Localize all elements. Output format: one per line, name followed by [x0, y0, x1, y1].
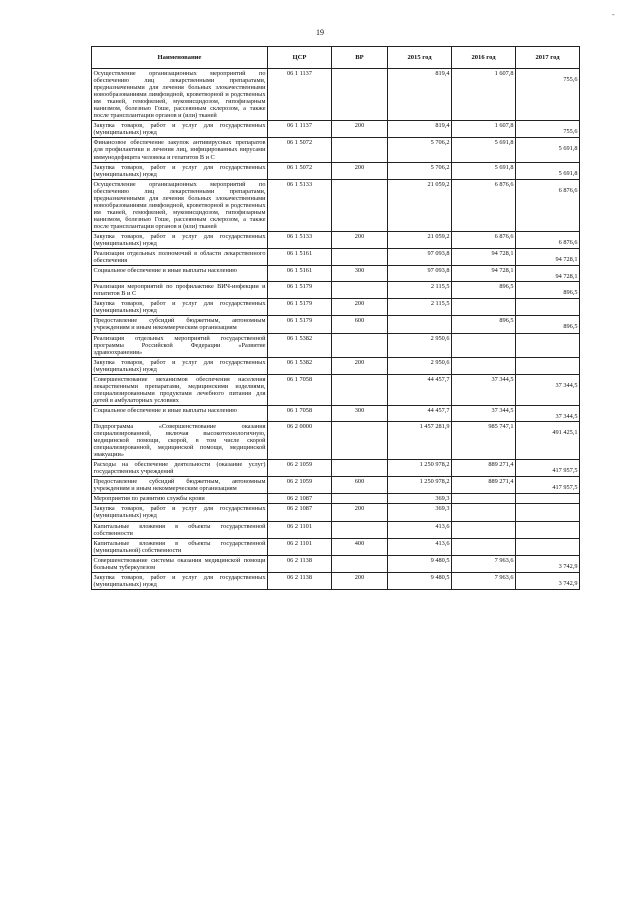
row-2015-value: 97 093,8	[427, 267, 450, 275]
row-2015	[388, 521, 452, 538]
row-2017	[516, 460, 580, 477]
table-row	[92, 121, 580, 138]
row-vr	[332, 374, 388, 405]
row-2016-value: 94 728,1	[491, 250, 514, 258]
row-name: Закупка товаров, работ и услуг для государственных (муниципальных) нужд	[93, 163, 266, 178]
row-2017	[516, 374, 580, 405]
row-csr: 06 2 1087	[268, 494, 332, 504]
row-2017-value: 5 691,8	[558, 169, 578, 177]
row-2015	[388, 121, 452, 138]
row-csr: 06 2 1138	[268, 555, 332, 572]
row-vr: 200	[332, 121, 388, 138]
row-2015-value: 21 059,2	[427, 232, 450, 240]
row-2016-value: 896,5	[499, 283, 514, 291]
row-name: Социальное обеспечение и иные выплаты населению	[92, 266, 268, 282]
row-vr	[332, 494, 388, 504]
row-2015-value: 5 706,2	[430, 139, 450, 147]
row-2016	[452, 138, 516, 162]
table-row	[92, 282, 580, 299]
header-2017: 2017 год	[516, 47, 580, 69]
row-csr: 06 1 5382	[268, 333, 332, 357]
row-name: Предоставление субсидий бюджетным, автономным учреждениям и иным некоммерческим организациям	[93, 317, 266, 332]
table-row	[92, 231, 580, 248]
row-csr: 06 2 1059	[268, 477, 332, 494]
page-number: 19	[316, 28, 324, 37]
row-2016	[452, 266, 516, 282]
row-2016	[452, 69, 516, 121]
row-2015	[388, 299, 452, 316]
row-2017-value: 37 344,5	[555, 412, 578, 420]
row-csr: 06 2 1138	[268, 572, 332, 589]
row-2017-value: 896,5	[563, 289, 578, 297]
table-row	[92, 299, 580, 316]
row-2017-value: 755,6	[563, 128, 578, 136]
row-csr: 06 2 1101	[268, 538, 332, 555]
table-header-row	[92, 47, 580, 69]
row-2015	[388, 333, 452, 357]
row-2017	[516, 138, 580, 162]
row-csr: 06 1 1137	[268, 69, 332, 121]
row-name: Реализация мероприятий по профилактике ВИЧ-инфекции и гепатитов В и С	[93, 283, 266, 298]
row-2016-value: 6 876,6	[494, 232, 514, 240]
row-name: Социальное обеспечение и иные выплаты населению	[92, 405, 268, 421]
row-csr: 06 1 5161	[268, 266, 332, 282]
row-2016-value: 5 691,8	[494, 139, 514, 147]
row-name: Предоставление субсидий бюджетным, автономным учреждениям и иным некоммерческим организациям	[93, 478, 266, 493]
row-2017	[516, 316, 580, 333]
row-csr: 06 1 5072	[268, 162, 332, 179]
row-csr: 06 1 5072	[268, 138, 332, 162]
row-2016-value: 889 271,4	[488, 461, 514, 469]
row-2015-value: 2 115,5	[430, 300, 450, 308]
row-vr: 200	[332, 231, 388, 248]
row-vr	[332, 333, 388, 357]
row-2016-value: 37 344,5	[491, 375, 514, 383]
row-name: Подпрограмма «Совершенствование оказания специализированной, включая высокотехнологичную, медицинской помощи, скорой, в том числе скорой специализированной, медицинской помощи, медицинской эвакуации»	[93, 422, 266, 459]
row-name: Реализация отдельных мероприятий государственной программы Российской Федерации «Развитие здравоохранения»	[93, 334, 266, 356]
row-2016-value: 6 876,6	[494, 180, 514, 188]
row-name: Реализация отдельных полномочий в области лекарственного обеспечения	[93, 250, 266, 265]
header-vr: ВР	[332, 47, 388, 69]
row-2017-value: 896,5	[563, 323, 578, 331]
row-2015	[388, 538, 452, 555]
row-vr: 400	[332, 538, 388, 555]
row-name: Закупка товаров, работ и услуг для государственных (муниципальных) нужд	[93, 122, 266, 137]
row-vr	[332, 521, 388, 538]
corner-mark: -	[612, 10, 615, 19]
row-2016	[452, 357, 516, 374]
row-2015-value: 5 706,2	[430, 163, 450, 171]
header-name: Наименование	[92, 47, 268, 69]
header-2015: 2015 год	[388, 47, 452, 69]
table-row	[92, 162, 580, 179]
row-vr	[332, 179, 388, 231]
row-2017-value: 5 691,8	[558, 145, 578, 153]
row-2015	[388, 357, 452, 374]
row-2017	[516, 231, 580, 248]
row-vr: 200	[332, 357, 388, 374]
row-vr: 300	[332, 266, 388, 282]
row-2017	[516, 282, 580, 299]
row-csr: 06 2 0000	[268, 421, 332, 459]
budget-table	[91, 46, 580, 590]
table-row	[92, 460, 580, 477]
table-row	[92, 374, 580, 405]
row-name: Закупка товаров, работ и услуг для государственных (муниципальных) нужд	[93, 573, 266, 588]
row-csr: 06 1 5179	[268, 299, 332, 316]
row-vr: 200	[332, 299, 388, 316]
row-2015-value: 9 480,5	[430, 573, 450, 581]
table-row	[92, 249, 580, 266]
row-2015	[388, 231, 452, 248]
row-2015	[388, 405, 452, 421]
table-body	[92, 69, 580, 590]
row-2015	[388, 249, 452, 266]
table-row	[92, 266, 580, 282]
row-2015-value: 369,3	[435, 505, 450, 513]
table-row	[92, 521, 580, 538]
row-2016	[452, 249, 516, 266]
row-vr	[332, 138, 388, 162]
row-2015	[388, 504, 452, 521]
row-2016-value: 7 963,6	[494, 556, 514, 564]
row-2016	[452, 504, 516, 521]
row-2015	[388, 138, 452, 162]
header-2016: 2016 год	[452, 47, 516, 69]
row-2015-value: 413,6	[435, 539, 450, 547]
row-csr: 06 1 7058	[268, 405, 332, 421]
row-csr: 06 1 5179	[268, 282, 332, 299]
row-2016	[452, 316, 516, 333]
table-row	[92, 138, 580, 162]
table-row	[92, 179, 580, 231]
row-2017	[516, 538, 580, 555]
row-vr: 600	[332, 477, 388, 494]
row-name: Закупка товаров, работ и услуг для государственных (муниципальных) нужд	[93, 232, 266, 248]
row-2015-value: 819,4	[435, 122, 450, 130]
row-2017-value: 3 742,9	[558, 562, 578, 570]
row-2017-value: 6 876,6	[558, 238, 578, 246]
row-csr: 06 1 5133	[268, 179, 332, 231]
row-2015-value: 9 480,5	[430, 556, 450, 564]
row-2017	[516, 69, 580, 121]
row-2015-value: 369,3	[435, 495, 450, 503]
row-name: Закупка товаров, работ и услуг для государственных (муниципальных) нужд	[93, 300, 266, 315]
row-2015-value: 819,4	[435, 70, 450, 77]
row-2015-value: 2 115,5	[430, 283, 450, 291]
row-2015-value: 1 250 978,2	[419, 461, 450, 469]
row-2015-value: 2 950,6	[430, 334, 450, 342]
table-row	[92, 69, 580, 121]
row-2015-value: 2 950,6	[430, 358, 450, 366]
table-row	[92, 504, 580, 521]
header-csr: ЦСР	[268, 47, 332, 69]
row-2016	[452, 494, 516, 504]
row-name: Закупка товаров, работ и услуг для государственных (муниципальных) нужд	[93, 505, 266, 520]
row-name: Финансовое обеспечение закупок антивирусных препаратов для профилактики и лечения лиц, инфицированных вирусами иммунодефицита человека и гепатитов В и С	[93, 139, 266, 161]
row-2017	[516, 477, 580, 494]
row-2016	[452, 299, 516, 316]
table-row	[92, 421, 580, 459]
row-2017	[516, 494, 580, 504]
row-2016-value: 37 344,5	[491, 406, 514, 414]
row-2016	[452, 374, 516, 405]
row-vr	[332, 460, 388, 477]
row-2017	[516, 421, 580, 459]
row-2016-value: 7 963,6	[494, 573, 514, 581]
row-2016-value: 896,5	[499, 317, 514, 325]
row-2017	[516, 266, 580, 282]
row-name: Закупка товаров, работ и услуг для государственных (муниципальных) нужд	[93, 358, 266, 373]
row-2017	[516, 179, 580, 231]
row-csr: 06 1 5133	[268, 231, 332, 248]
row-2015	[388, 477, 452, 494]
row-2016	[452, 521, 516, 538]
row-2016	[452, 179, 516, 231]
row-name: Совершенствование системы оказания медицинской помощи больным туберкулезом	[93, 556, 266, 571]
row-2016	[452, 121, 516, 138]
row-2017-value: 37 344,5	[555, 381, 578, 389]
row-2015	[388, 316, 452, 333]
row-vr	[332, 69, 388, 121]
row-csr: 06 1 7058	[268, 374, 332, 405]
row-csr: 06 1 5161	[268, 249, 332, 266]
table-row	[92, 538, 580, 555]
row-2015-value: 44 457,7	[427, 375, 450, 383]
row-vr: 200	[332, 504, 388, 521]
row-2015-value: 44 457,7	[427, 406, 450, 414]
row-csr: 06 1 1137	[268, 121, 332, 138]
table-row	[92, 333, 580, 357]
row-2016	[452, 421, 516, 459]
row-2016	[452, 282, 516, 299]
row-2015	[388, 179, 452, 231]
row-2017-value: 417 957,5	[552, 484, 578, 492]
row-2017	[516, 357, 580, 374]
row-2017-value: 3 742,9	[558, 579, 578, 587]
row-2017	[516, 405, 580, 421]
row-2015	[388, 460, 452, 477]
table-row	[92, 405, 580, 421]
row-2017	[516, 504, 580, 521]
row-2017	[516, 249, 580, 266]
row-2017	[516, 121, 580, 138]
row-2015	[388, 69, 452, 121]
row-name: Капитальные вложения в объекты государственной (муниципальной) собственности	[93, 539, 266, 554]
row-2016	[452, 162, 516, 179]
row-vr	[332, 421, 388, 459]
row-csr: 06 1 5179	[268, 316, 332, 333]
row-2015-value: 1 250 978,2	[419, 478, 450, 486]
table-row	[92, 494, 580, 504]
row-2016	[452, 538, 516, 555]
table-row	[92, 572, 580, 589]
row-csr: 06 2 1087	[268, 504, 332, 521]
row-2015	[388, 162, 452, 179]
row-name: Осуществление организационных мероприятий по обеспечению лиц лекарственными препаратами, предназначенными для лечения больных злокачественными новообразованиями лимфоидной, кроветворной и родственных им тканей, гемофилией, муковисцидозом, гипофизарным нанизмом, болезнью Гоше, рассеянным склерозом, а также после трансплантации органов и (или) тканей	[93, 70, 266, 120]
row-2016	[452, 405, 516, 421]
row-2017	[516, 299, 580, 316]
row-2015	[388, 572, 452, 589]
row-name: Расходы на обеспечение деятельности (оказание услуг) государственных учреждений	[93, 461, 266, 476]
table-row	[92, 357, 580, 374]
row-vr	[332, 555, 388, 572]
row-csr: 06 2 1101	[268, 521, 332, 538]
row-2015	[388, 421, 452, 459]
row-2015-value: 21 059,2	[427, 180, 450, 188]
row-2016-value: 5 691,8	[494, 163, 514, 171]
row-2017	[516, 521, 580, 538]
row-2016	[452, 572, 516, 589]
row-2015	[388, 374, 452, 405]
row-vr: 200	[332, 162, 388, 179]
row-2015-value: 413,6	[435, 522, 450, 530]
row-2017-value: 94 728,1	[555, 273, 578, 281]
row-2017	[516, 555, 580, 572]
row-2016-value: 94 728,1	[491, 267, 514, 275]
row-2017-value: 491 425,1	[552, 428, 578, 436]
row-name: Капитальные вложения в объекты государственной собственности	[93, 522, 266, 537]
row-2017	[516, 572, 580, 589]
row-vr	[332, 249, 388, 266]
row-name: Совершенствование механизмов обеспечения населения лекарственными препаратами, медицинскими изделиями, специализированными продуктами лечебного питания для детей в амбулаторных условиях	[93, 375, 266, 404]
row-2017-value: 417 957,5	[552, 467, 578, 475]
table-row	[92, 316, 580, 333]
table-row	[92, 555, 580, 572]
row-2016	[452, 231, 516, 248]
row-vr	[332, 282, 388, 299]
table-row	[92, 477, 580, 494]
row-2016-value: 985 747,1	[488, 422, 514, 430]
row-2015-value: 97 093,8	[427, 250, 450, 258]
row-vr: 300	[332, 405, 388, 421]
row-2017-value: 6 876,6	[558, 186, 578, 194]
row-name: Мероприятия по развитию службы крови	[92, 494, 268, 504]
row-2015	[388, 555, 452, 572]
row-name: Осуществление организационных мероприятий по обеспечению лиц лекарственными препаратами, предназначенными для лечения больных злокачественными новообразованиями лимфоидной, кроветворной и родственных им тканей, гемофилией, муковисцидозом, гипофизарным нанизмом, болезнью Гоше, рассеянным склерозом, а также после трансплантации органов и (или) тканей	[93, 180, 266, 230]
row-csr: 06 2 1059	[268, 460, 332, 477]
row-2015-value: 1 457 281,9	[419, 422, 450, 430]
row-2017-value: 755,6	[563, 76, 578, 83]
row-2016-value: 1 607,8	[494, 122, 514, 130]
row-2016	[452, 333, 516, 357]
row-2017-value: 94 728,1	[555, 256, 578, 264]
row-vr: 200	[332, 572, 388, 589]
row-2015	[388, 494, 452, 504]
row-2016	[452, 477, 516, 494]
row-csr: 06 1 5382	[268, 357, 332, 374]
row-2016-value: 1 607,8	[494, 70, 514, 77]
row-2016-value: 889 271,4	[488, 478, 514, 486]
row-2015	[388, 282, 452, 299]
row-2017	[516, 162, 580, 179]
row-vr: 600	[332, 316, 388, 333]
row-2017	[516, 333, 580, 357]
row-2016	[452, 555, 516, 572]
row-2015	[388, 266, 452, 282]
row-2016	[452, 460, 516, 477]
